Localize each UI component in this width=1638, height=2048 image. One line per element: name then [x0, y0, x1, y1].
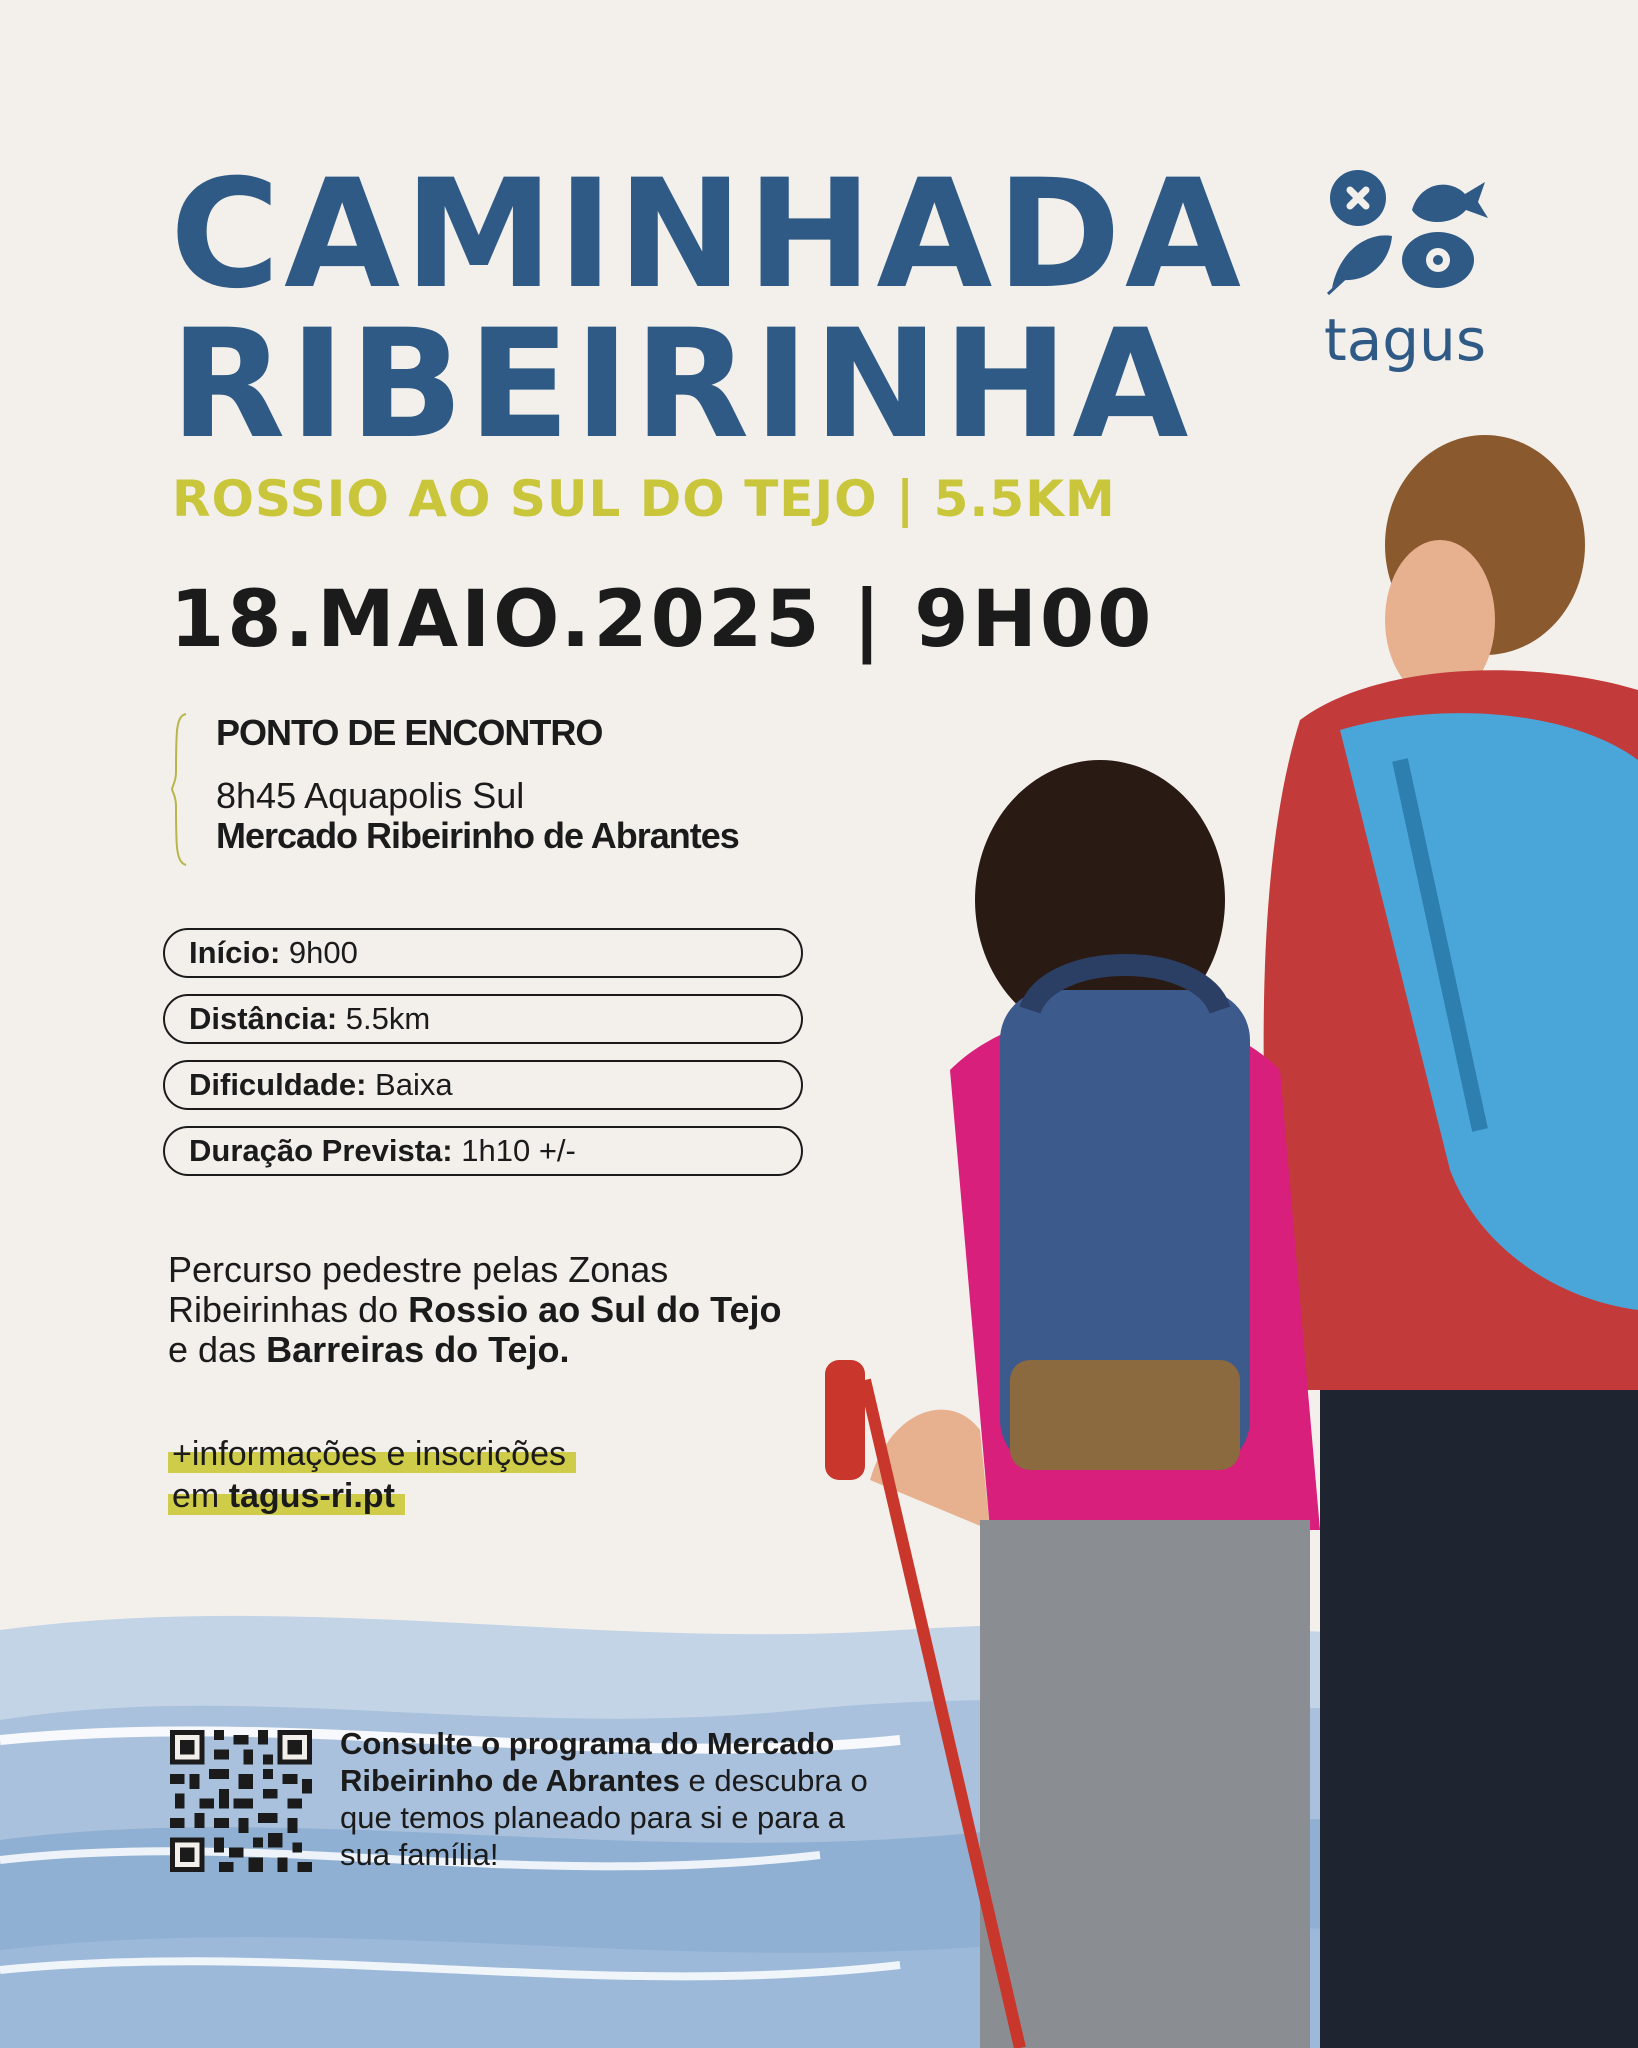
tagus-logo-text: tagus [1323, 306, 1487, 374]
detail-value: Baixa [375, 1067, 453, 1102]
description-bold-place: Barreiras do Tejo. [266, 1329, 570, 1370]
detail-pill-duration [163, 1126, 803, 1176]
description-text: Percurso pedestre pelas Zonas Ribeirinhas do [168, 1249, 669, 1330]
registration-website-link[interactable]: tagus-ri.pt [228, 1477, 395, 1515]
detail-value: 1h10 +/- [461, 1133, 576, 1168]
walkers-photo [780, 430, 1638, 2048]
event-location-distance: ROSSIO AO SUL DO TEJO | 5.5KM [172, 470, 1116, 528]
qr-code-icon[interactable] [170, 1730, 312, 1872]
detail-pill-start [163, 928, 803, 978]
event-title-line-2: RIBEIRINHA [170, 298, 1193, 472]
meeting-point-heading: PONTO DE ENCONTRO [216, 712, 603, 753]
bracket-icon [170, 712, 188, 867]
event-date-time: 18.MAIO.2025 | 9H00 [170, 575, 1155, 665]
detail-label: Dificuldade: [189, 1067, 367, 1102]
detail-value: 9h00 [288, 935, 358, 970]
detail-pill-difficulty [163, 1060, 803, 1110]
registration-info-line: +informações e inscrições [168, 1435, 576, 1473]
registration-prefix: em [172, 1477, 229, 1515]
route-description [168, 1250, 808, 1370]
event-title-line-1: CAMINHADA [170, 148, 1246, 322]
detail-label: Início: [189, 935, 281, 970]
detail-label: Duração Prevista: [189, 1133, 453, 1168]
detail-value: 5.5km [345, 1001, 431, 1036]
description-bold-place: Rossio ao Sul do Tejo [408, 1289, 782, 1330]
event-title [170, 148, 1246, 472]
promo-bold-text: Consulte o programa do Mercado Ribeirinho de Abrantes [340, 1726, 835, 1798]
registration-site-line [168, 1477, 405, 1515]
meeting-point-time-place: 8h45 Aquapolis Sul [216, 775, 525, 816]
meeting-point-venue: Mercado Ribeirinho de Abrantes [216, 815, 739, 856]
registration-info [168, 1433, 576, 1517]
tagus-logo-icon [1320, 160, 1490, 380]
detail-label: Distância: [189, 1001, 338, 1036]
promo-text: e descubra o que temos planeado para si e para a sua família! [340, 1763, 868, 1872]
description-text: e das [168, 1329, 267, 1370]
detail-pill-distance [163, 994, 803, 1044]
market-program-promo [340, 1725, 900, 1873]
